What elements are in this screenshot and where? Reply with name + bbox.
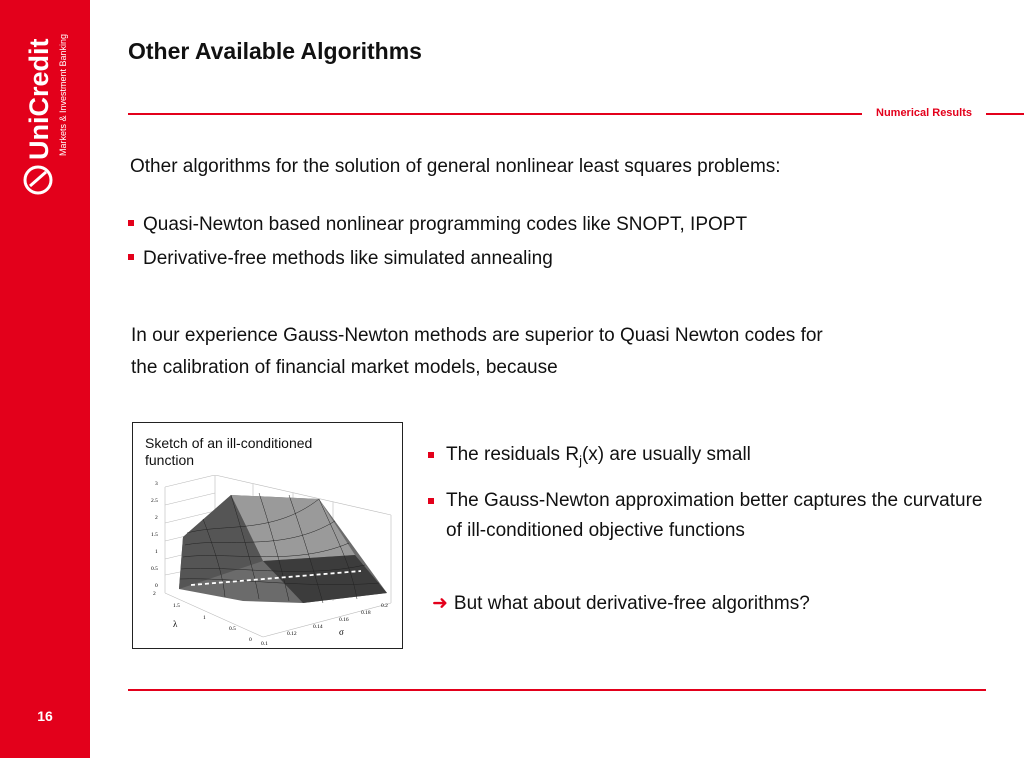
bullet-square-icon [128, 220, 134, 226]
bullet-text: Derivative-free methods like simulated annealing [143, 248, 553, 269]
tick-label: 1.5 [151, 532, 158, 538]
tick-label: 0.12 [287, 631, 297, 637]
algorithm-list [128, 208, 747, 276]
bullet-square-icon [428, 498, 434, 504]
question-line [432, 592, 810, 615]
tick-label: 2.5 [151, 498, 158, 504]
tick-label: 0.2 [381, 603, 388, 609]
tick-label: 1 [155, 549, 158, 555]
bullet-text: Quasi-Newton based nonlinear programming codes like SNOPT, IPOPT [143, 214, 748, 235]
tick-label: 0.16 [339, 617, 349, 623]
figure-caption: Sketch of an ill-conditioned function [145, 435, 313, 468]
surface-plot [143, 475, 393, 647]
experience-text: In our experience Gauss-Newton methods are superior to Quasi Newton codes for the calibration of financial market models, because [131, 325, 823, 378]
tick-label: 0.1 [261, 641, 268, 647]
brand-name: UniCredit [24, 38, 54, 160]
tick-label: 0 [155, 583, 158, 589]
list-item [428, 486, 988, 546]
question-text: But what about derivative-free algorithms? [453, 593, 810, 614]
reason-text: The Gauss-Newton approximation better captures the curvature of ill-conditioned objective functions [446, 489, 983, 541]
page-number: 16 [37, 708, 53, 724]
tick-label: 0.5 [229, 626, 236, 632]
brand-sidebar [0, 0, 90, 758]
tick-label: 0.5 [151, 566, 158, 572]
list-item [128, 208, 747, 242]
reason-text-before: The residuals R [446, 444, 580, 465]
tick-label: 0 [249, 637, 252, 643]
section-label: Numerical Results [876, 107, 972, 119]
reason-text-after: (x) are usually small [581, 444, 751, 465]
lambda-axis-label: λ [173, 619, 178, 629]
reason-subscript: j [579, 452, 582, 468]
tick-label: 2 [155, 515, 158, 521]
intro-text: Other algorithms for the solution of general nonlinear least squares problems: [130, 156, 781, 177]
header-rule-right [986, 113, 1024, 115]
tick-label: 1 [203, 615, 206, 621]
bullet-square-icon [128, 254, 134, 260]
right-arrow-icon: ➜ [432, 593, 448, 614]
reasons-list [428, 440, 988, 556]
brand-division: Markets & Investment Banking [58, 33, 68, 156]
tick-label: 0.14 [313, 624, 323, 630]
tick-label: 0.18 [361, 610, 371, 616]
tick-label: 3 [155, 481, 158, 487]
sigma-axis-label: σ [339, 627, 344, 637]
bullet-square-icon [428, 452, 434, 458]
ill-conditioned-figure [132, 422, 403, 649]
unicredit-logo-icon [18, 30, 74, 200]
tick-label: 2 [153, 591, 156, 597]
slide-title: Other Available Algorithms [128, 38, 422, 64]
footer-rule [128, 689, 986, 691]
header-rule-left [128, 113, 862, 115]
list-item [428, 440, 988, 476]
list-item [128, 242, 747, 276]
tick-label: 1.5 [173, 603, 180, 609]
